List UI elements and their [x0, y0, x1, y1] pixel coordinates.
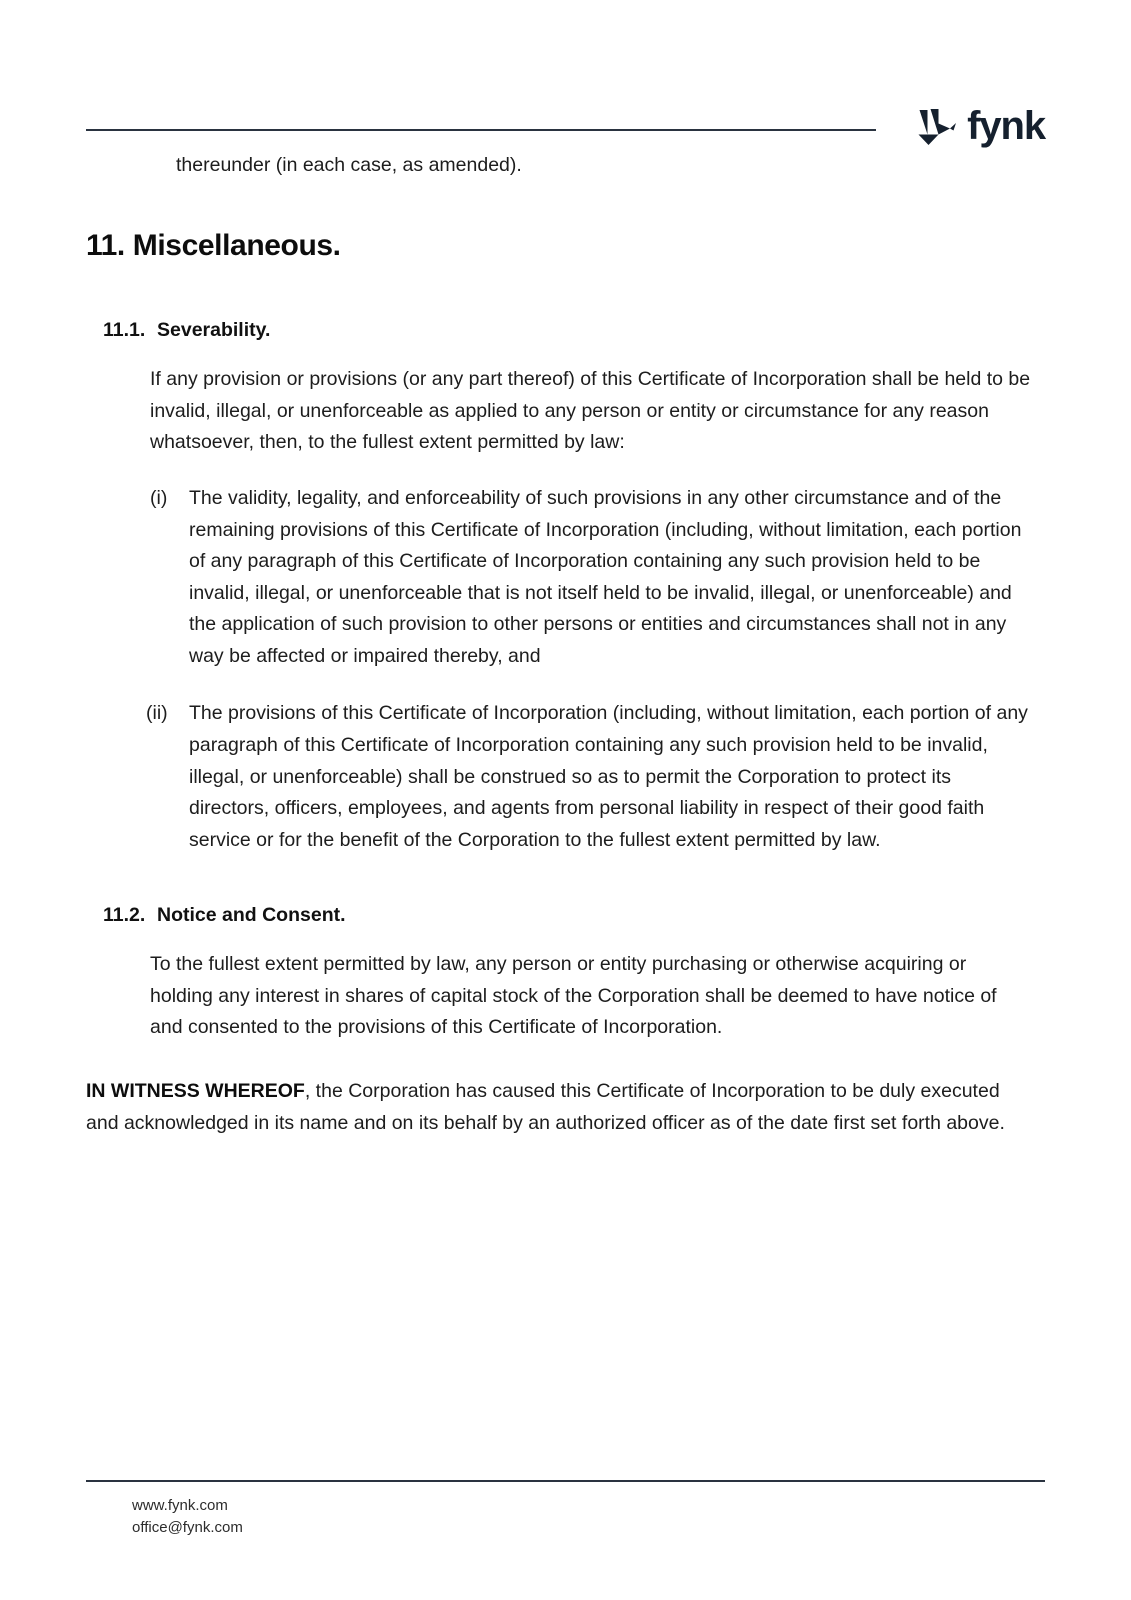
subsection-title-11-2: Notice and Consent. — [157, 904, 346, 927]
page-header — [86, 96, 1045, 158]
fynk-origami-bird-icon — [910, 107, 956, 147]
brand-logo — [910, 96, 1045, 158]
witness-paragraph — [86, 1076, 1046, 1139]
page-footer — [86, 1480, 1045, 1538]
subsection-title-11-1: Severability. — [157, 319, 271, 342]
list-item — [86, 698, 1036, 856]
subsection-number-11-2: 11.2. — [103, 904, 146, 927]
carryover-text: thereunder (in each case, as amended). — [176, 154, 522, 176]
footer-contact — [86, 1482, 1045, 1538]
subsection-number-11-1: 11.1. — [103, 319, 146, 342]
subsection-11-2-intro: To the fullest extent permitted by law, any person or entity purchasing or otherwise acquiring or holding any interest in shares of capital stock of the Corporation shall be deemed to have notice of and consented to the provisions of this Certificate of Incorporation. — [150, 953, 997, 1039]
header-divider — [86, 129, 876, 131]
witness-lead: IN WITNESS WHEREOF — [86, 1080, 305, 1103]
page-title: 11. Miscellaneous. — [86, 229, 341, 263]
list-item-text: The provisions of this Certificate of Incorporation (including, without limitation, each portion of any paragraph of this Certificate of Incorporation containing any such provision held to be invalid, illegal, or unenforceable) shall be construed so as to permit the Corporation to protect its directors, officers, employees, and agents from personal liability in respect of their good faith service or for the benefit of the Corporation to the fullest extent permitted by law. — [189, 702, 1028, 851]
list-item — [86, 483, 1036, 672]
brand-wordmark: fynk — [967, 103, 1045, 148]
subsection-heading-11-2 — [86, 904, 1046, 927]
footer-email[interactable]: office@fynk.com — [132, 1518, 243, 1536]
subsection-11-1-intro: If any provision or provisions (or any part thereof) of this Certificate of Incorporation shall be held to be invalid, illegal, or unenforceable as applied to any person or entity or circumstance for any reason whatsoever, then, to the fullest extent permitted by law: — [150, 368, 1031, 454]
severability-list — [86, 483, 1046, 856]
list-marker-ii: (ii) — [146, 702, 168, 725]
witness-rest: , the Corporation has caused this Certificate of Incorporation to be duly executed and acknowledged in its name and on its behalf by an authorized officer as of the date first set forth above. — [86, 1080, 1005, 1134]
list-marker-i: (i) — [150, 486, 168, 509]
document-body — [86, 150, 1046, 1139]
subsection-heading-11-1 — [86, 319, 1046, 342]
list-item-text: The validity, legality, and enforceability of such provisions in any other circumstance and of the remaining provisions of this Certificate of Incorporation (including, without limitation, each portion of any paragraph of this Certificate of Incorporation containing any such provision held to be invalid, illegal, or unenforceable that is not itself held to be invalid, illegal, or unenforceable) and the application of such provision to other persons or entities and circumstances shall not in any way be affected or impaired thereby, and — [189, 486, 1022, 667]
footer-website[interactable]: www.fynk.com — [132, 1497, 228, 1515]
